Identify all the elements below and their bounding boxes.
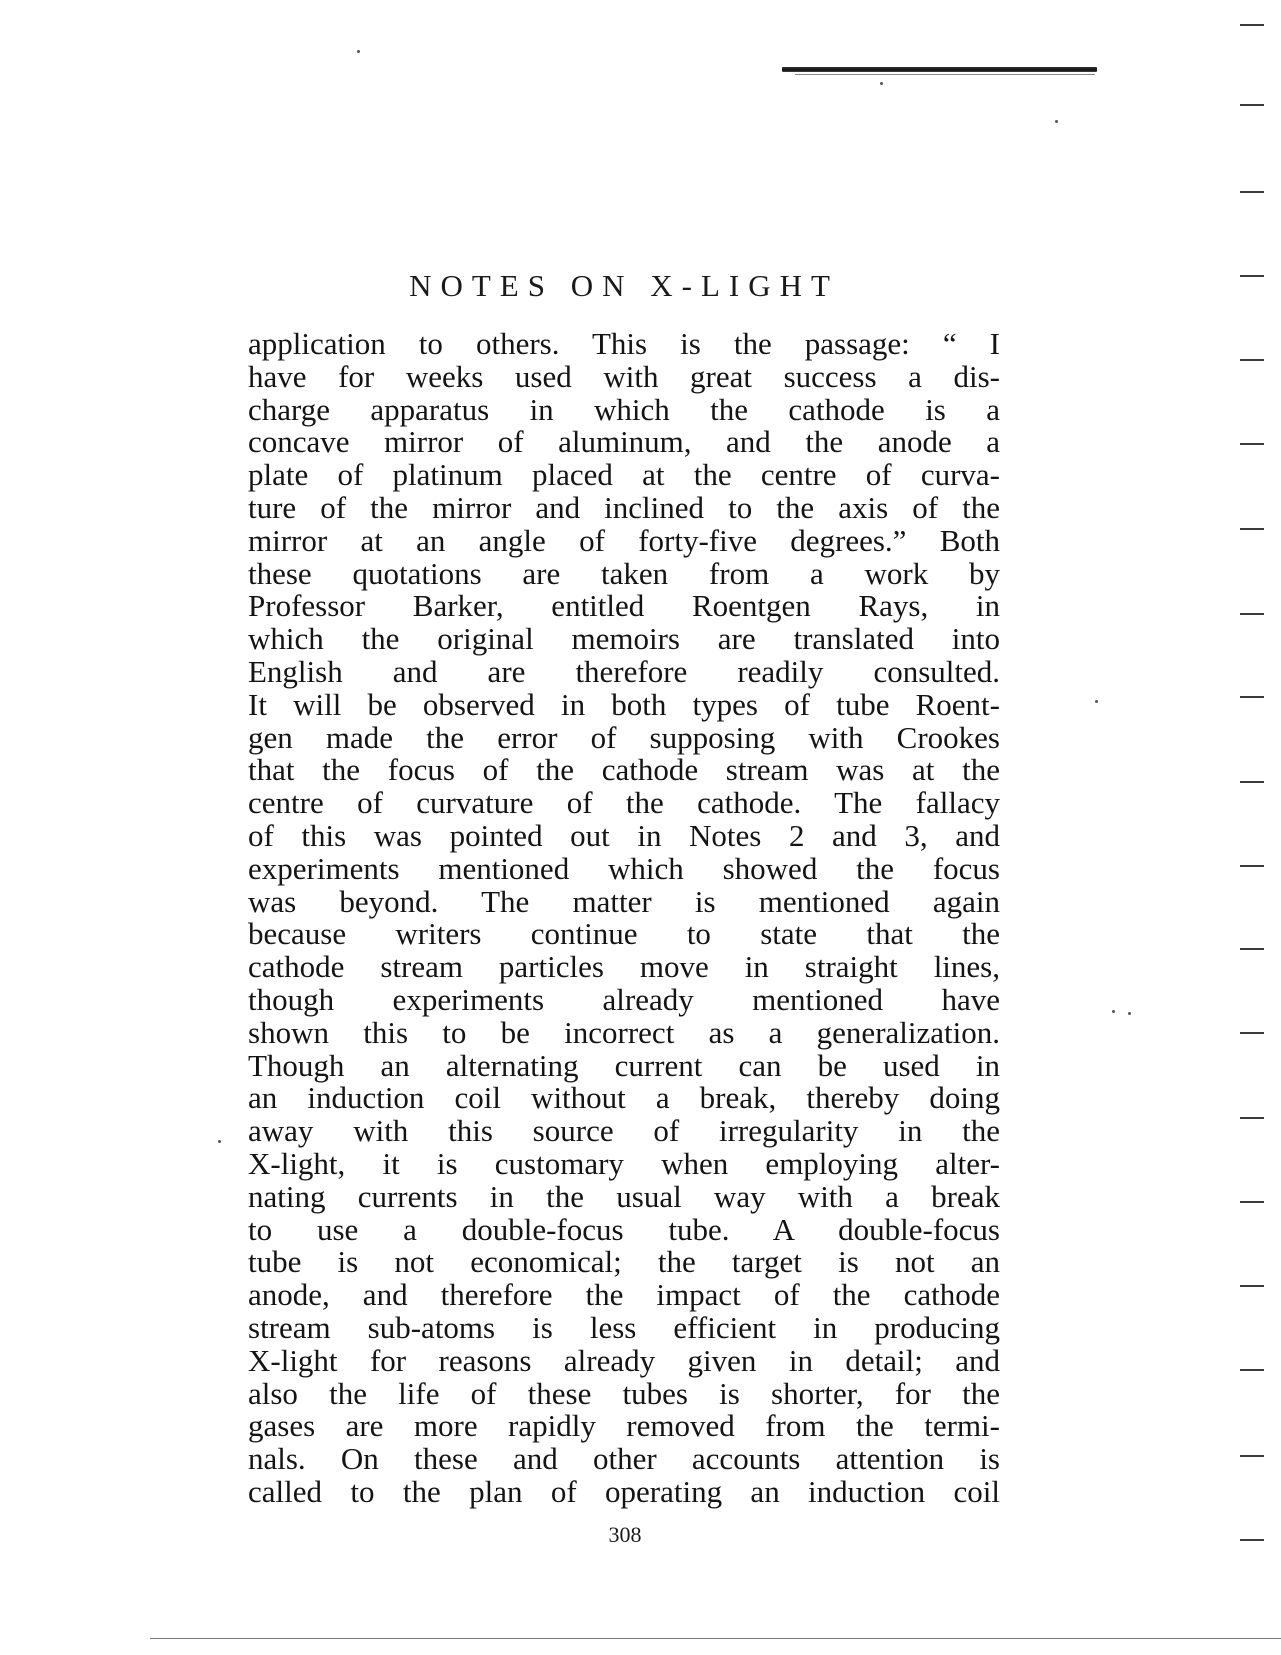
scan-speck	[1055, 120, 1058, 123]
text-line: application to others. This is the passage: “ I	[248, 326, 1000, 361]
text-line: plate of platinum placed at the centre of curva-	[248, 457, 1000, 493]
text-line: gases are more rapidly removed from the termi-	[248, 1408, 1000, 1444]
top-scan-rule	[782, 67, 1097, 72]
text-line: gen made the error of supposing with Crookes	[248, 719, 1000, 755]
scan-speck	[1095, 700, 1098, 703]
margin-tick	[1240, 359, 1264, 361]
text-line: have for weeks used with great success a dis-	[248, 358, 1000, 394]
text-line: these quotations are taken from a work by	[248, 555, 1000, 591]
text-line: X-light, it is customary when employing alter-	[248, 1145, 1000, 1181]
text-line: centre of curvature of the cathode. The fallacy	[248, 785, 1000, 821]
text-line: of this was pointed out in Notes 2 and 3, and	[248, 817, 1000, 853]
text-line: which the original memoirs are translated into	[248, 621, 1000, 657]
bottom-scan-edge	[150, 1638, 1281, 1639]
margin-tick	[1240, 865, 1264, 867]
text-line: Professor Barker, entitled Roentgen Rays, in	[248, 588, 1000, 624]
running-head: NOTES ON X-LIGHT	[409, 268, 839, 303]
margin-tick	[1240, 1455, 1264, 1457]
text-line: mirror at an angle of forty-five degrees.” Both	[248, 522, 1000, 558]
scan-speck	[357, 50, 360, 53]
text-line: also the life of these tubes is shorter, for the	[248, 1375, 1000, 1411]
page-number: 308	[608, 1522, 642, 1547]
text-line: called to the plan of operating an induction coil	[248, 1473, 1000, 1509]
scan-speck	[1128, 1012, 1131, 1015]
scan-speck	[880, 82, 883, 85]
text-line: X-light for reasons already given in detail; and	[248, 1342, 1000, 1378]
text-line: concave mirror of aluminum, and the anode a	[248, 424, 1000, 460]
text-line: because writers continue to state that the	[248, 916, 1000, 952]
margin-tick	[1240, 696, 1264, 698]
text-line: away with this source of irregularity in the	[248, 1113, 1000, 1149]
text-line: experiments mentioned which showed the focus	[248, 850, 1000, 886]
text-line: English and are therefore readily consulted.	[248, 653, 1000, 689]
margin-tick	[1240, 1539, 1264, 1541]
margin-tick	[1240, 1032, 1264, 1034]
margin-tick	[1240, 443, 1264, 445]
scan-speck	[1112, 1010, 1115, 1013]
body-text	[248, 328, 1000, 1509]
margin-tick	[1240, 24, 1264, 26]
margin-tick	[1240, 528, 1264, 530]
scan-speck	[218, 1140, 221, 1143]
text-line: It will be observed in both types of tube Roent-	[248, 686, 1000, 722]
margin-tick	[1240, 948, 1264, 950]
margin-tick	[1240, 104, 1264, 106]
margin-tick	[1240, 1285, 1264, 1287]
text-line: tube is not economical; the target is not an	[248, 1244, 1000, 1280]
text-line: nating currents in the usual way with a break	[248, 1178, 1000, 1214]
margin-tick	[1240, 1117, 1264, 1119]
text-line: anode, and therefore the impact of the cathode	[248, 1277, 1000, 1313]
text-line: that the focus of the cathode stream was at the	[248, 752, 1000, 788]
text-line: cathode stream particles move in straight lines,	[248, 949, 1000, 985]
top-scan-rule-shadow	[795, 74, 1095, 75]
text-line: charge apparatus in which the cathode is a	[248, 391, 1000, 427]
margin-tick	[1240, 275, 1264, 277]
margin-tick	[1240, 191, 1264, 193]
text-line: to use a double-focus tube. A double-focus	[248, 1211, 1000, 1247]
margin-tick	[1240, 1369, 1264, 1371]
text-line: stream sub-atoms is less efficient in producing	[248, 1309, 1000, 1345]
text-line: though experiments already mentioned have	[248, 981, 1000, 1017]
text-line: nals. On these and other accounts attention is	[248, 1441, 1000, 1477]
text-line: an induction coil without a break, thereby doing	[248, 1080, 1000, 1116]
text-line: shown this to be incorrect as a generalization.	[248, 1014, 1000, 1050]
text-line: was beyond. The matter is mentioned again	[248, 883, 1000, 919]
margin-tick	[1240, 613, 1264, 615]
text-line: ture of the mirror and inclined to the axis of the	[248, 489, 1000, 525]
margin-tick	[1240, 1201, 1264, 1203]
text-line: Though an alternating current can be used in	[248, 1047, 1000, 1083]
margin-tick	[1240, 781, 1264, 783]
